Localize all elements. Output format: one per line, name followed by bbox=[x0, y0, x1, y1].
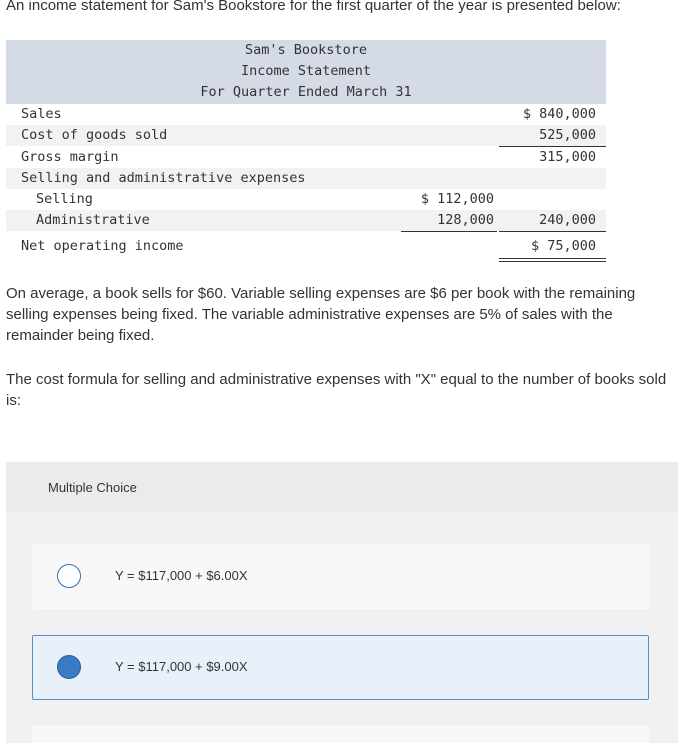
statement-title: Income Statement bbox=[240, 63, 372, 79]
choice-option-a[interactable] bbox=[32, 544, 649, 609]
row-cogs bbox=[6, 125, 606, 146]
row-label: Gross margin bbox=[21, 149, 119, 165]
row-selling bbox=[6, 189, 606, 210]
underline-administrative bbox=[401, 231, 497, 232]
row-label: Net operating income bbox=[21, 238, 184, 254]
row-total: 525,000 bbox=[539, 127, 596, 143]
row-total: $ 75,000 bbox=[530, 238, 596, 254]
choice-text: Y = $117,000 + $6.00X bbox=[115, 568, 248, 583]
multiple-choice-title: Multiple Choice bbox=[48, 480, 137, 495]
radio-unselected-icon[interactable] bbox=[57, 564, 81, 588]
paragraph-assumptions: On average, a book sells for $60. Variable selling expenses are $6 per book with the remaining selling expenses being fixed. The variable administrative expenses are 5% of sales with the remainder being fixed. bbox=[6, 285, 636, 344]
double-underline-bottom bbox=[499, 261, 606, 262]
underline-sga-total bbox=[499, 231, 606, 232]
company-name: Sam's Bookstore bbox=[245, 42, 367, 58]
choice-option-b[interactable] bbox=[32, 635, 649, 700]
radio-selected-icon[interactable] bbox=[57, 655, 81, 679]
row-total: 315,000 bbox=[539, 149, 596, 165]
row-net-operating-income bbox=[6, 236, 606, 257]
double-underline-top bbox=[499, 258, 606, 259]
row-amount: $ 112,000 bbox=[420, 191, 494, 207]
row-sga-header bbox=[6, 168, 606, 189]
row-administrative bbox=[6, 210, 606, 231]
row-total: $ 840,000 bbox=[522, 106, 596, 122]
row-label: Selling bbox=[36, 191, 93, 207]
statement-header bbox=[6, 40, 606, 104]
statement-period: For Quarter Ended March 31 bbox=[200, 84, 412, 100]
row-sales bbox=[6, 104, 606, 125]
choice-text: Y = $117,000 + $9.00X bbox=[115, 659, 248, 674]
row-label: Selling and administrative expenses bbox=[21, 170, 306, 186]
row-label: Sales bbox=[21, 106, 62, 122]
intro-text: An income statement for Sam's Bookstore for the first quarter of the year is presented below: bbox=[6, 0, 621, 14]
row-label: Administrative bbox=[36, 212, 150, 228]
row-label: Cost of goods sold bbox=[21, 127, 168, 143]
paragraph-question: The cost formula for selling and administrative expenses with "X" equal to the number of books sold is: bbox=[6, 371, 667, 409]
row-amount: 128,000 bbox=[437, 212, 494, 228]
row-gross-margin bbox=[6, 147, 606, 168]
row-total: 240,000 bbox=[539, 212, 596, 228]
choice-option-c-partial[interactable] bbox=[32, 725, 649, 743]
